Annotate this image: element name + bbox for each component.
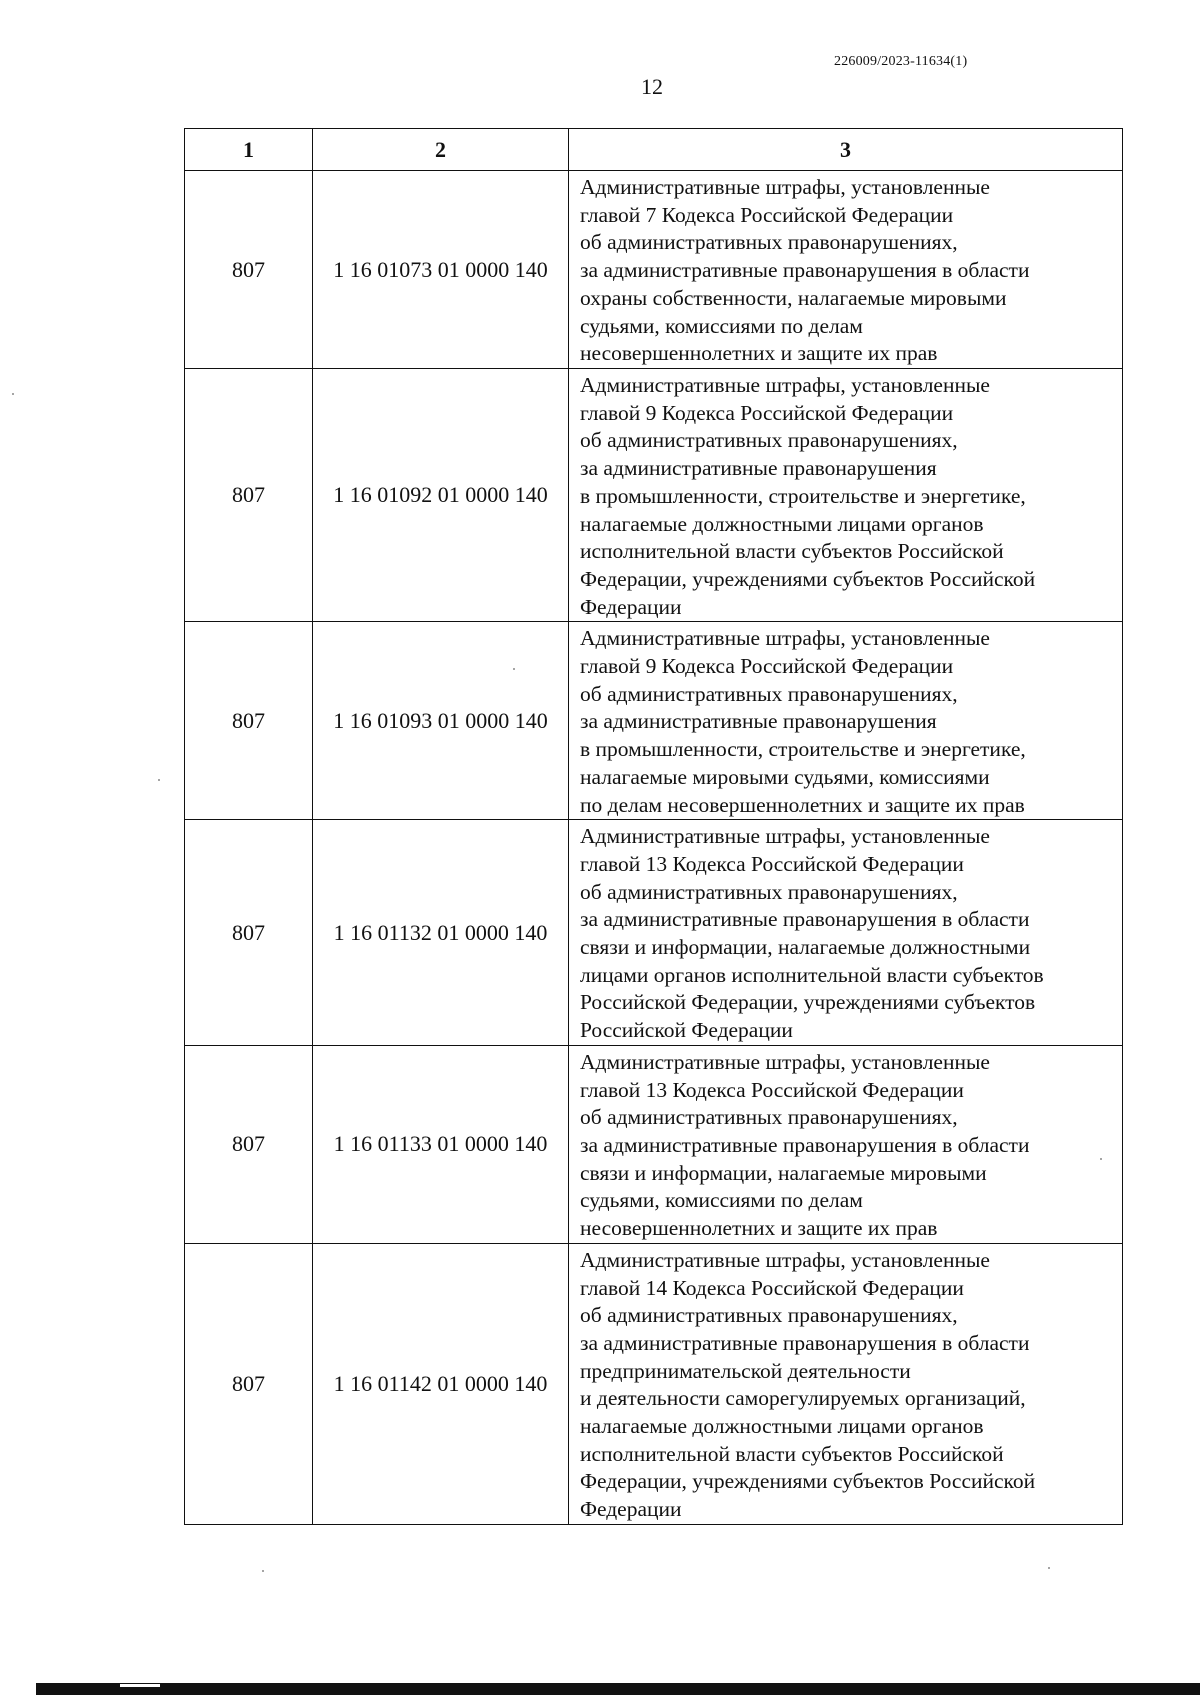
column-header-1: 1 [185,129,313,171]
column-header-3: 3 [569,129,1123,171]
scan-speck [262,1570,264,1572]
table-row [185,369,1123,622]
scan-speck [1048,1567,1050,1569]
table-row [185,1045,1123,1243]
document-registration-number: 226009/2023-11634(1) [834,54,968,69]
table-row [185,622,1123,820]
budget-classification-code-cell: 1 16 01142 01 0000 140 [313,1243,569,1524]
table-row [185,1243,1123,1524]
budget-classification-code-cell: 1 16 01133 01 0000 140 [313,1045,569,1243]
budget-classification-code-cell: 1 16 01132 01 0000 140 [313,820,569,1046]
revenue-description-cell: Административные штрафы, установленные главой 13 Кодекса Российской Федерации об административных правонарушениях, за административные правонарушения в области связи и информации, налагаемые мировыми судьями, комиссиями по делам несовершеннолетних и защите их прав [569,1045,1123,1243]
page-number: 12 [641,74,663,99]
revenue-description-cell: Административные штрафы, установленные главой 9 Кодекса Российской Федерации об административных правонарушениях, за административные правонарушения в промышленности, строительстве и энергетике, налагаемые должностными лицами органов исполнительной власти субъектов Российской Федерации, учреждениями субъектов Российской Федерации [569,369,1123,622]
budget-classification-code-cell: 1 16 01092 01 0000 140 [313,369,569,622]
budget-classification-code-cell: 1 16 01093 01 0000 140 [313,622,569,820]
table-row [185,820,1123,1046]
budget-classification-code-cell: 1 16 01073 01 0000 140 [313,171,569,369]
revenue-description-cell: Административные штрафы, установленные главой 13 Кодекса Российской Федерации об административных правонарушениях, за административные правонарушения в области связи и информации, налагаемые должностными лицами органов исполнительной власти субъектов Российской Федерации, учреждениями субъектов Российской Федерации [569,820,1123,1046]
scan-speck [158,779,160,781]
scan-edge-bar [36,1683,1200,1695]
scan-speck [1100,1158,1102,1160]
scan-speck [12,393,14,395]
admin-code-cell: 807 [185,622,313,820]
revenue-codes-table [184,128,1123,1525]
scan-speck [513,668,515,670]
revenue-description-cell: Административные штрафы, установленные главой 9 Кодекса Российской Федерации об административных правонарушениях, за административные правонарушения в промышленности, строительстве и энергетике, налагаемые мировыми судьями, комиссиями по делам несовершеннолетних и защите их прав [569,622,1123,820]
column-header-2: 2 [313,129,569,171]
admin-code-cell: 807 [185,820,313,1046]
scan-edge-gap [120,1684,160,1687]
revenue-description-cell: Административные штрафы, установленные главой 7 Кодекса Российской Федерации об административных правонарушениях, за административные правонарушения в области охраны собственности, налагаемые мировыми судьями, комиссиями по делам несовершеннолетних и защите их прав [569,171,1123,369]
admin-code-cell: 807 [185,1243,313,1524]
table-header-row [185,129,1123,171]
admin-code-cell: 807 [185,1045,313,1243]
revenue-description-cell: Административные штрафы, установленные главой 14 Кодекса Российской Федерации об административных правонарушениях, за административные правонарушения в области предпринимательской деятельности и деятельности саморегулируемых организаций, налагаемые должностными лицами органов исполнительной власти субъектов Российской Федерации, учреждениями субъектов Российской Федерации [569,1243,1123,1524]
admin-code-cell: 807 [185,171,313,369]
admin-code-cell: 807 [185,369,313,622]
table-row [185,171,1123,369]
